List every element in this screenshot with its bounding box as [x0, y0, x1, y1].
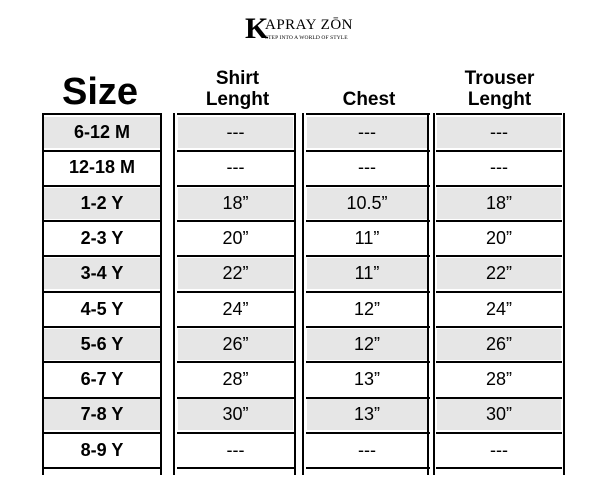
row-divider [436, 220, 562, 222]
trouser-length-cell: 22” [437, 258, 561, 289]
row-divider [42, 291, 162, 293]
size-cell: 7-8 Y [44, 399, 160, 430]
size-cell: 1-2 Y [44, 188, 160, 219]
column-divider [563, 113, 565, 475]
shirt-header-line-1: Shirt [215, 68, 260, 89]
column-divider [427, 113, 429, 475]
row-divider [42, 150, 162, 152]
table-row [0, 258, 600, 289]
row-divider [306, 467, 430, 469]
shirt-length-cell: 20” [222, 227, 249, 248]
chest-cell: --- [307, 117, 427, 148]
shirt-length-cell: 18” [178, 188, 293, 219]
row-divider [436, 361, 562, 363]
row-divider [306, 185, 430, 187]
row-divider [42, 220, 162, 222]
shirt-length-cell: --- [226, 439, 245, 460]
chest-cell: 11” [354, 227, 380, 248]
column-divider [173, 113, 175, 475]
shirt-header-line-2: Lenght [205, 89, 270, 110]
logo-tagline: STEP INTO A WORLD OF STYLE [265, 35, 348, 41]
row-divider [177, 361, 296, 363]
table-row [0, 294, 600, 325]
table-row [0, 117, 600, 148]
row-divider [436, 397, 562, 399]
row-divider [42, 255, 162, 257]
size-header: Size [62, 71, 139, 113]
logo-name: APRAY ZŌN [265, 17, 353, 33]
row-divider [177, 185, 296, 187]
column-divider [294, 113, 296, 475]
row-divider [436, 185, 562, 187]
chest-header: Chest [342, 89, 396, 110]
row-divider [306, 432, 430, 434]
trouser-length-cell: --- [490, 439, 508, 460]
row-divider [306, 255, 430, 257]
row-divider [177, 432, 296, 434]
table-row [0, 435, 600, 466]
row-divider [436, 326, 562, 328]
row-divider [306, 220, 430, 222]
table-row [0, 152, 600, 183]
row-divider [177, 291, 296, 293]
row-divider [436, 291, 562, 293]
row-divider [436, 150, 562, 152]
size-cell: 6-7 Y [80, 369, 124, 390]
row-divider [42, 397, 162, 399]
row-divider [306, 397, 430, 399]
row-divider [42, 326, 162, 328]
table-row [0, 223, 600, 254]
row-divider [177, 220, 296, 222]
row-divider [42, 467, 162, 469]
row-divider [436, 467, 562, 469]
trouser-length-cell: 28” [485, 369, 512, 390]
shirt-length-cell: 30” [178, 399, 293, 430]
column-divider [302, 113, 304, 475]
trouser-length-cell: 30” [437, 399, 561, 430]
chest-cell: 12” [353, 298, 380, 319]
table-row [0, 188, 600, 219]
row-divider [306, 291, 430, 293]
shirt-length-cell: 22” [178, 258, 293, 289]
trouser-length-cell: 18” [437, 188, 561, 219]
row-divider [42, 432, 162, 434]
row-divider [306, 326, 430, 328]
row-divider [177, 326, 296, 328]
table-row [0, 399, 600, 430]
shirt-length-cell: --- [178, 117, 293, 148]
shirt-length-cell: 26” [178, 329, 293, 360]
size-cell: 2-3 Y [80, 227, 124, 248]
column-divider [160, 113, 162, 475]
shirt-length-cell: 24” [222, 298, 249, 319]
size-cell: 4-5 Y [80, 298, 124, 319]
table-top-border [306, 113, 430, 115]
trouser-length-cell: --- [490, 157, 508, 178]
chest-cell: --- [358, 439, 376, 460]
row-divider [306, 150, 430, 152]
trouser-length-cell: 26” [437, 329, 561, 360]
chest-cell: 12” [307, 329, 427, 360]
trouser-length-cell: 24” [485, 298, 512, 319]
trouser-length-cell: --- [437, 117, 561, 148]
table-row [0, 364, 600, 395]
chest-cell: 13” [353, 369, 380, 390]
size-cell: 8-9 Y [80, 439, 124, 460]
row-divider [177, 255, 296, 257]
row-divider [42, 185, 162, 187]
trouser-length-cell: 20” [485, 227, 512, 248]
column-divider [433, 113, 435, 475]
table-top-border [436, 113, 562, 115]
size-cell: 12-18 M [68, 157, 136, 178]
size-cell: 3-4 Y [44, 258, 160, 289]
row-divider [42, 361, 162, 363]
size-cell: 5-6 Y [44, 329, 160, 360]
row-divider [306, 361, 430, 363]
row-divider [177, 150, 296, 152]
logo-letter: K [245, 12, 269, 45]
chest-cell: 13” [307, 399, 427, 430]
row-divider [177, 467, 296, 469]
shirt-length-cell: 28” [222, 369, 249, 390]
trouser-header-line-1: Trouser [464, 68, 535, 89]
chest-cell: 11” [307, 258, 427, 289]
shirt-length-cell: --- [226, 157, 245, 178]
row-divider [177, 397, 296, 399]
chest-cell: 10.5” [307, 188, 427, 219]
column-divider [42, 113, 44, 475]
size-cell: 6-12 M [44, 117, 160, 148]
table-row [0, 329, 600, 360]
trouser-header-line-2: Lenght [467, 89, 532, 110]
table-top-border [42, 113, 162, 115]
row-divider [436, 432, 562, 434]
row-divider [436, 255, 562, 257]
table-top-border [177, 113, 296, 115]
chest-cell: --- [358, 157, 376, 178]
